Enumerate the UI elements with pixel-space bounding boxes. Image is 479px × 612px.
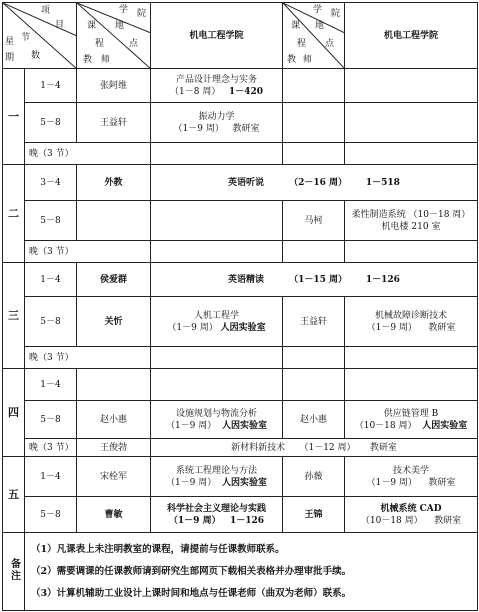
note-2: （2）需要调课的任课教师请到研究生部网页下载相关表格并办理审批手续。 [31, 565, 352, 577]
college-title-1: 机电工程学院 [151, 3, 283, 69]
teacher-cell: 张阿维 [77, 69, 151, 103]
course-weeks: （1－9 周） [366, 477, 417, 488]
timetable [2, 2, 478, 611]
course-cell [151, 347, 283, 369]
course-weeks: （1－9 周） [165, 420, 217, 431]
course-name: 英语精读 [228, 274, 265, 285]
label-ke: 课 [87, 21, 97, 31]
course-cell [345, 297, 478, 347]
course-name: 科学社会主义理论与实践 [166, 503, 266, 514]
label-di: 地 [315, 21, 325, 31]
label-yuan: 院 [331, 9, 341, 19]
period-label: 1－4 [25, 263, 77, 297]
course-weeks: （1－12 周） [299, 442, 356, 453]
label-xue: 学 [119, 5, 129, 15]
course-weeks: （10－18 周） [354, 420, 417, 431]
period-label: 5－8 [25, 103, 77, 143]
teacher-cell: 宋栓军 [77, 457, 151, 497]
course-name: 新材料新技术 [231, 442, 286, 453]
table-row [3, 497, 478, 533]
course-room: 教研室 [428, 322, 456, 333]
table-row [3, 439, 478, 457]
course-weeks: （1－15 周） [289, 274, 348, 285]
note-1: （1）凡课表上未注明教室的课程，请提前与任课教师联系。 [31, 543, 285, 555]
course-name: 系统工程理论与方法 [175, 465, 257, 476]
timetable-sheet [2, 2, 477, 610]
course-cell [151, 201, 283, 241]
course-name: 柔性制造系统 （10－18 周） [351, 209, 471, 220]
period-label-evening: 晚（3 节） [25, 439, 77, 457]
label-qi: 期 [5, 53, 15, 63]
course-weeks: （1－9 周） [165, 477, 217, 488]
teacher-cell [283, 143, 345, 165]
header-diagonal-course-room-teacher-2 [283, 3, 345, 69]
teacher-cell [77, 369, 151, 401]
course-name: 供应链管理 B [383, 408, 439, 419]
course-cell-merged [151, 165, 478, 201]
teacher-cell [283, 347, 345, 369]
label-yuan: 院 [137, 9, 147, 19]
table-row [3, 143, 478, 165]
day-label-fri: 五 [3, 457, 25, 533]
course-weeks: （1－9 周） [168, 515, 221, 526]
label-jie: 节 [21, 33, 31, 43]
course-weeks: （1－9 周） [366, 322, 417, 333]
course-name: 机械系统 CAD [380, 503, 442, 514]
table-row [3, 201, 478, 241]
teacher-cell: 赵小惠 [77, 401, 151, 439]
label-jiao: 教 [287, 55, 297, 65]
period-label: 5－8 [25, 401, 77, 439]
course-room: 教研室 [369, 442, 397, 453]
teacher-cell [283, 103, 345, 143]
notes-label: 备注 [8, 557, 20, 582]
course-room: 机电楼 210 室 [381, 221, 441, 232]
course-cell-merged [151, 439, 478, 457]
teacher-cell: 王益轩 [283, 297, 345, 347]
label-xiang: 项 [41, 6, 51, 16]
notes-label-cell [3, 533, 25, 611]
course-name: 英语听说 [228, 177, 265, 188]
course-weeks: （10－18 周） [360, 515, 423, 526]
table-row [3, 241, 478, 263]
course-weeks: （2－16 周） [289, 177, 348, 188]
course-room: 1－518 [365, 177, 400, 188]
teacher-cell: 孙薇 [283, 457, 345, 497]
table-row [3, 401, 478, 439]
course-cell [345, 69, 478, 103]
note-3: （3）计算机辅助工业设计上课时间和地点与任课老师（曲双为老师）联系。 [31, 587, 352, 599]
day-label-wed: 三 [3, 263, 25, 369]
teacher-cell: 关忻 [77, 297, 151, 347]
label-shi: 师 [303, 55, 313, 65]
notes-row [3, 533, 478, 611]
course-name: 产品设计理念与实务 [175, 74, 257, 85]
teacher-cell: 外教 [77, 165, 151, 201]
period-label: 5－8 [25, 297, 77, 347]
period-label: 5－8 [25, 201, 77, 241]
teacher-cell [77, 201, 151, 241]
course-room: 1－126 [365, 274, 400, 285]
period-label-evening: 晚（3 节） [25, 143, 151, 165]
course-room: 教研室 [232, 123, 260, 134]
teacher-cell: 王俊勃 [77, 439, 151, 457]
course-cell [151, 457, 283, 497]
course-room: 教研室 [428, 477, 456, 488]
label-dian: 点 [129, 39, 139, 49]
header-diagonal-day-period [3, 3, 77, 69]
period-label: 5－8 [25, 497, 77, 533]
course-room: 1－126 [230, 515, 265, 526]
teacher-cell: 马柯 [283, 201, 345, 241]
college-title-2: 机电工程学院 [345, 3, 478, 69]
course-cell [151, 401, 283, 439]
label-shi: 师 [101, 55, 111, 65]
course-room: 人因实验室 [222, 420, 268, 431]
label-jiao: 教 [83, 55, 93, 65]
teacher-cell: 王益轩 [77, 103, 151, 143]
teacher-cell [283, 69, 345, 103]
table-row [3, 103, 478, 143]
course-cell [345, 347, 478, 369]
label-shu: 数 [31, 51, 41, 61]
teacher-cell: 赵小惠 [283, 401, 345, 439]
label-di: 地 [115, 21, 125, 31]
course-weeks: （1－8 周） [170, 86, 221, 97]
course-name: 技术美学 [392, 465, 429, 476]
course-cell [345, 497, 478, 533]
teacher-cell: 曹敏 [77, 497, 151, 533]
day-label-thu: 四 [3, 369, 25, 457]
course-cell [151, 103, 283, 143]
course-room: 1－420 [228, 86, 263, 97]
table-row [3, 69, 478, 103]
table-row [3, 369, 478, 401]
course-room: 人因实验室 [422, 420, 468, 431]
header-row [3, 3, 478, 69]
day-label-tue: 二 [3, 165, 25, 263]
table-row [3, 457, 478, 497]
header-diagonal-course-room-teacher-1 [77, 3, 151, 69]
course-name: 振动力学 [198, 111, 235, 122]
notes-content [25, 533, 478, 611]
period-label-evening: 晚（3 节） [25, 241, 151, 263]
teacher-cell [283, 369, 345, 401]
period-label: 1－4 [25, 369, 77, 401]
course-name: 人机工程学 [193, 310, 239, 321]
teacher-cell: 侯爱群 [77, 263, 151, 297]
course-cell [151, 369, 283, 401]
label-mu: 目 [55, 20, 65, 30]
table-row [3, 165, 478, 201]
course-cell [345, 201, 478, 241]
course-cell [345, 241, 478, 263]
course-cell [345, 103, 478, 143]
course-cell-merged [151, 263, 478, 297]
table-row [3, 297, 478, 347]
course-name: 机械故障诊断技术 [374, 310, 447, 321]
label-cheng: 程 [95, 39, 105, 49]
course-cell [345, 457, 478, 497]
course-room: 人因实验室 [222, 477, 268, 488]
label-cheng: 程 [297, 39, 307, 49]
label-ke: 课 [291, 21, 301, 31]
label-xing: 星 [5, 37, 15, 47]
period-label: 1－4 [25, 69, 77, 103]
teacher-cell: 王锦 [283, 497, 345, 533]
course-cell [151, 297, 283, 347]
teacher-cell [283, 241, 345, 263]
course-name: 设施规划与物流分析 [175, 408, 257, 419]
period-label: 3－4 [25, 165, 77, 201]
course-weeks: （1－9 周） [173, 123, 224, 134]
period-label: 1－4 [25, 457, 77, 497]
day-label-mon: 一 [3, 69, 25, 165]
course-cell [345, 369, 478, 401]
course-room: 教研室 [434, 515, 462, 526]
label-dian: 点 [325, 39, 335, 49]
course-cell [345, 143, 478, 165]
course-weeks: （1－9 周） [167, 322, 218, 333]
course-cell [151, 241, 283, 263]
period-label-evening: 晚（3 节） [25, 347, 151, 369]
course-cell [151, 497, 283, 533]
course-room: 人因实验室 [220, 322, 266, 333]
table-row [3, 263, 478, 297]
course-cell [151, 143, 283, 165]
course-cell [151, 69, 283, 103]
course-cell [345, 401, 478, 439]
table-row [3, 347, 478, 369]
label-xue: 学 [313, 5, 323, 15]
